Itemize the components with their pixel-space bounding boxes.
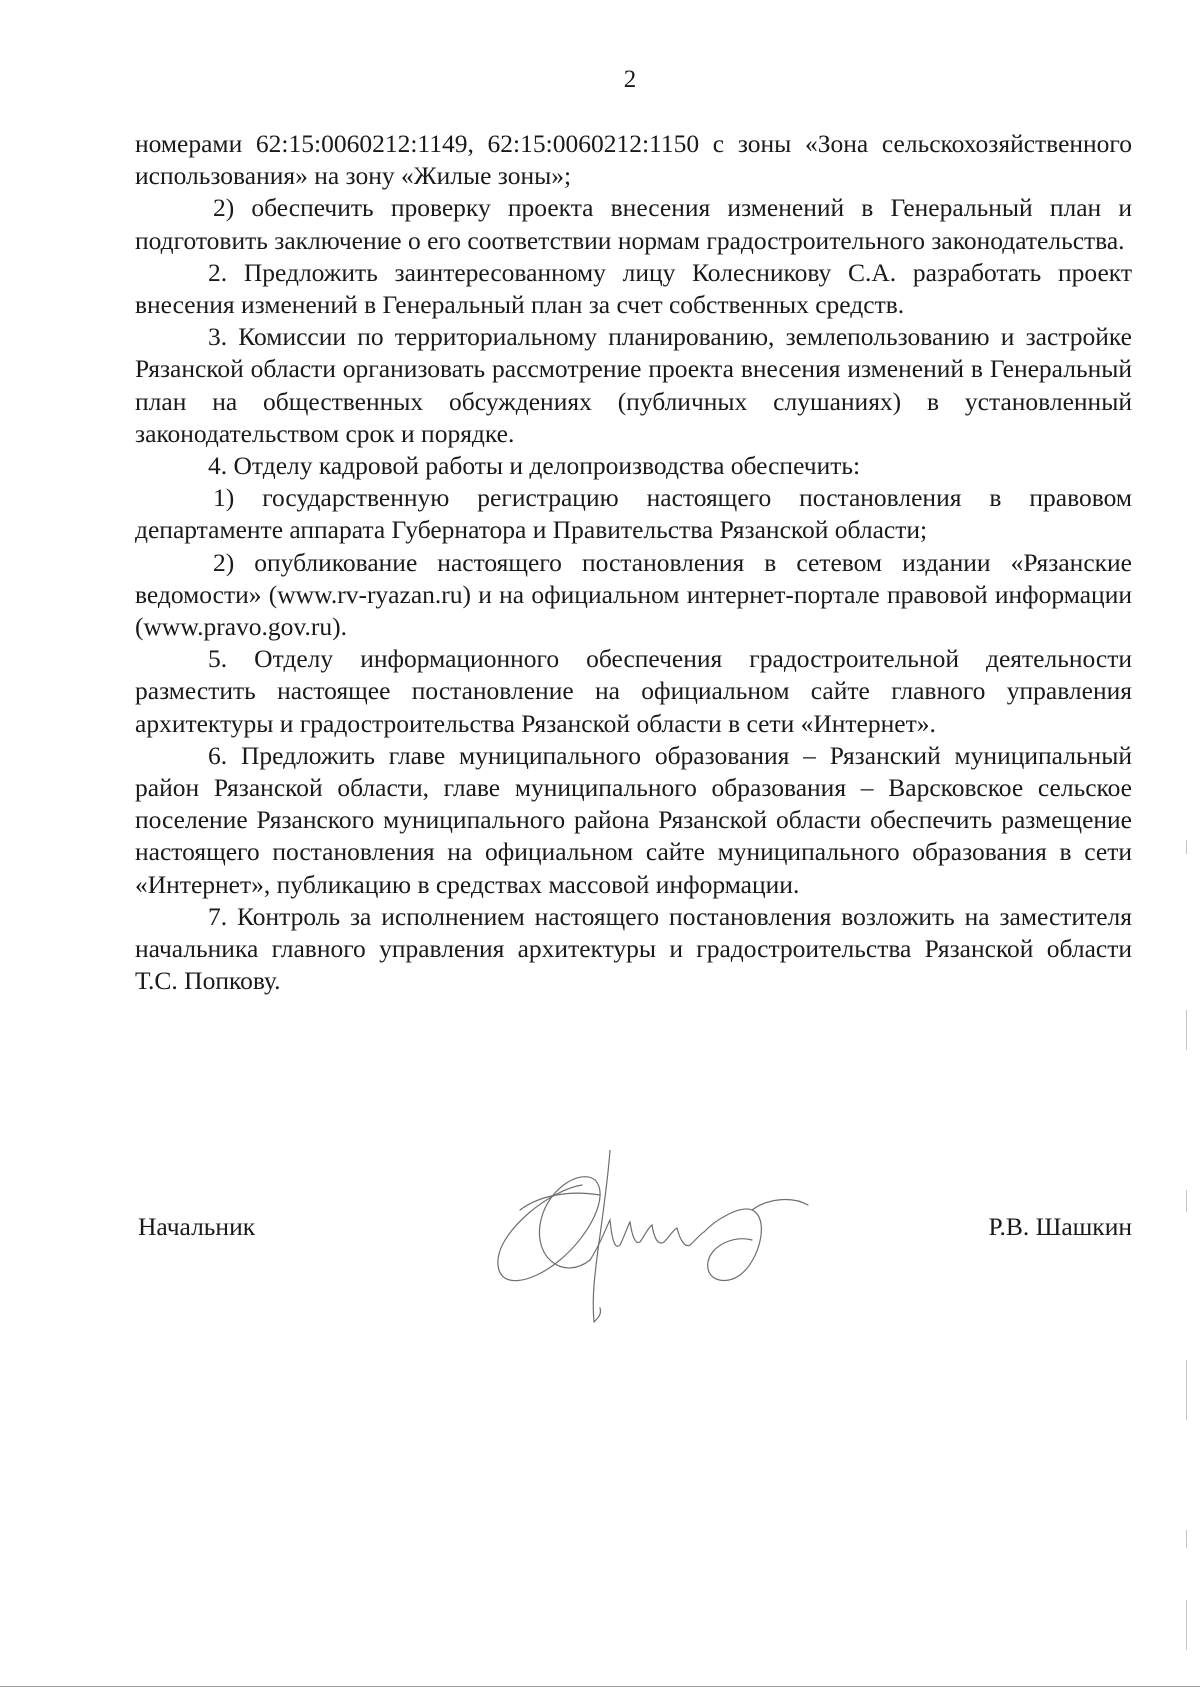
- scan-bottom-edge: [0, 1686, 1200, 1687]
- paragraph-item-2: 2. Предложить заинтересованному лицу Колесникову С.А. разработать проект внесения изменений в Генеральный план за счет собственных средств.: [135, 257, 1132, 320]
- paragraph-project-check: 2) обеспечить проверку проекта внесения изменений в Генеральный план и подготовить заключение о его соответствии нормам градостроительного законодательства.: [135, 193, 1132, 255]
- paragraph-item-4-2: 2) опубликование настоящего постановления в сетевом издании «Рязанские ведомости» (www.rv-ryazan.ru) и на официальном интернет-портале правовой информации (www.pravo.gov.ru).: [135, 547, 1132, 642]
- page-number: 2: [623, 66, 637, 93]
- signatory-position: Начальник: [138, 1212, 256, 1241]
- paragraph-item-6: 6. Предложить главе муниципального образования – Рязанский муниципальный район Рязанской области, главе муниципального образования – Варсковское сельское поселение Рязанского муниципального района Рязанской области обеспечить размещение настоящего постановления на официальном сайте муниципального образования в сети «Интернет», публикацию в средствах массовой информации.: [135, 740, 1132, 899]
- signatory-name: Р.В. Шашкин: [988, 1212, 1132, 1241]
- paragraph-item-4-1: 1) государственную регистрацию настоящего постановления в правовом департаменте аппарата Губернатора и Правительства Рязанской области;: [135, 483, 1132, 545]
- signature-block: [138, 1212, 1132, 1252]
- paragraph-item-3: 3. Комиссии по территориальному планированию, землепользованию и застройке Рязанской области организовать рассмотрение проекта внесения изменений в Генеральный план на общественных обсуждениях (публичных слушаниях) в установленный законодательством срок и порядке.: [135, 322, 1132, 448]
- paragraph-item-5: 5. Отделу информационного обеспечения градостроительной деятельности разместить настоящее постановление на официальном сайте главного управления архитектуры и градостроительства Рязанской области в сети «Интернет».: [135, 644, 1132, 738]
- document-body: [135, 128, 1132, 997]
- paragraph-zone-change: номерами 62:15:0060212:1149, 62:15:0060212:1150 с зоны «Зона сельскохозяйственного использования» на зону «Жилые зоны»;: [135, 129, 1132, 191]
- paragraph-item-4: 4. Отделу кадровой работы и делопроизводства обеспечить:: [208, 451, 861, 481]
- scan-edge-marks: [1186, 840, 1188, 1670]
- paragraph-item-7: 7. Контроль за исполнением настоящего постановления возложить на заместителя начальника главного управления архитектуры и градостроительства Рязанской области Т.С. Попкову.: [135, 901, 1132, 996]
